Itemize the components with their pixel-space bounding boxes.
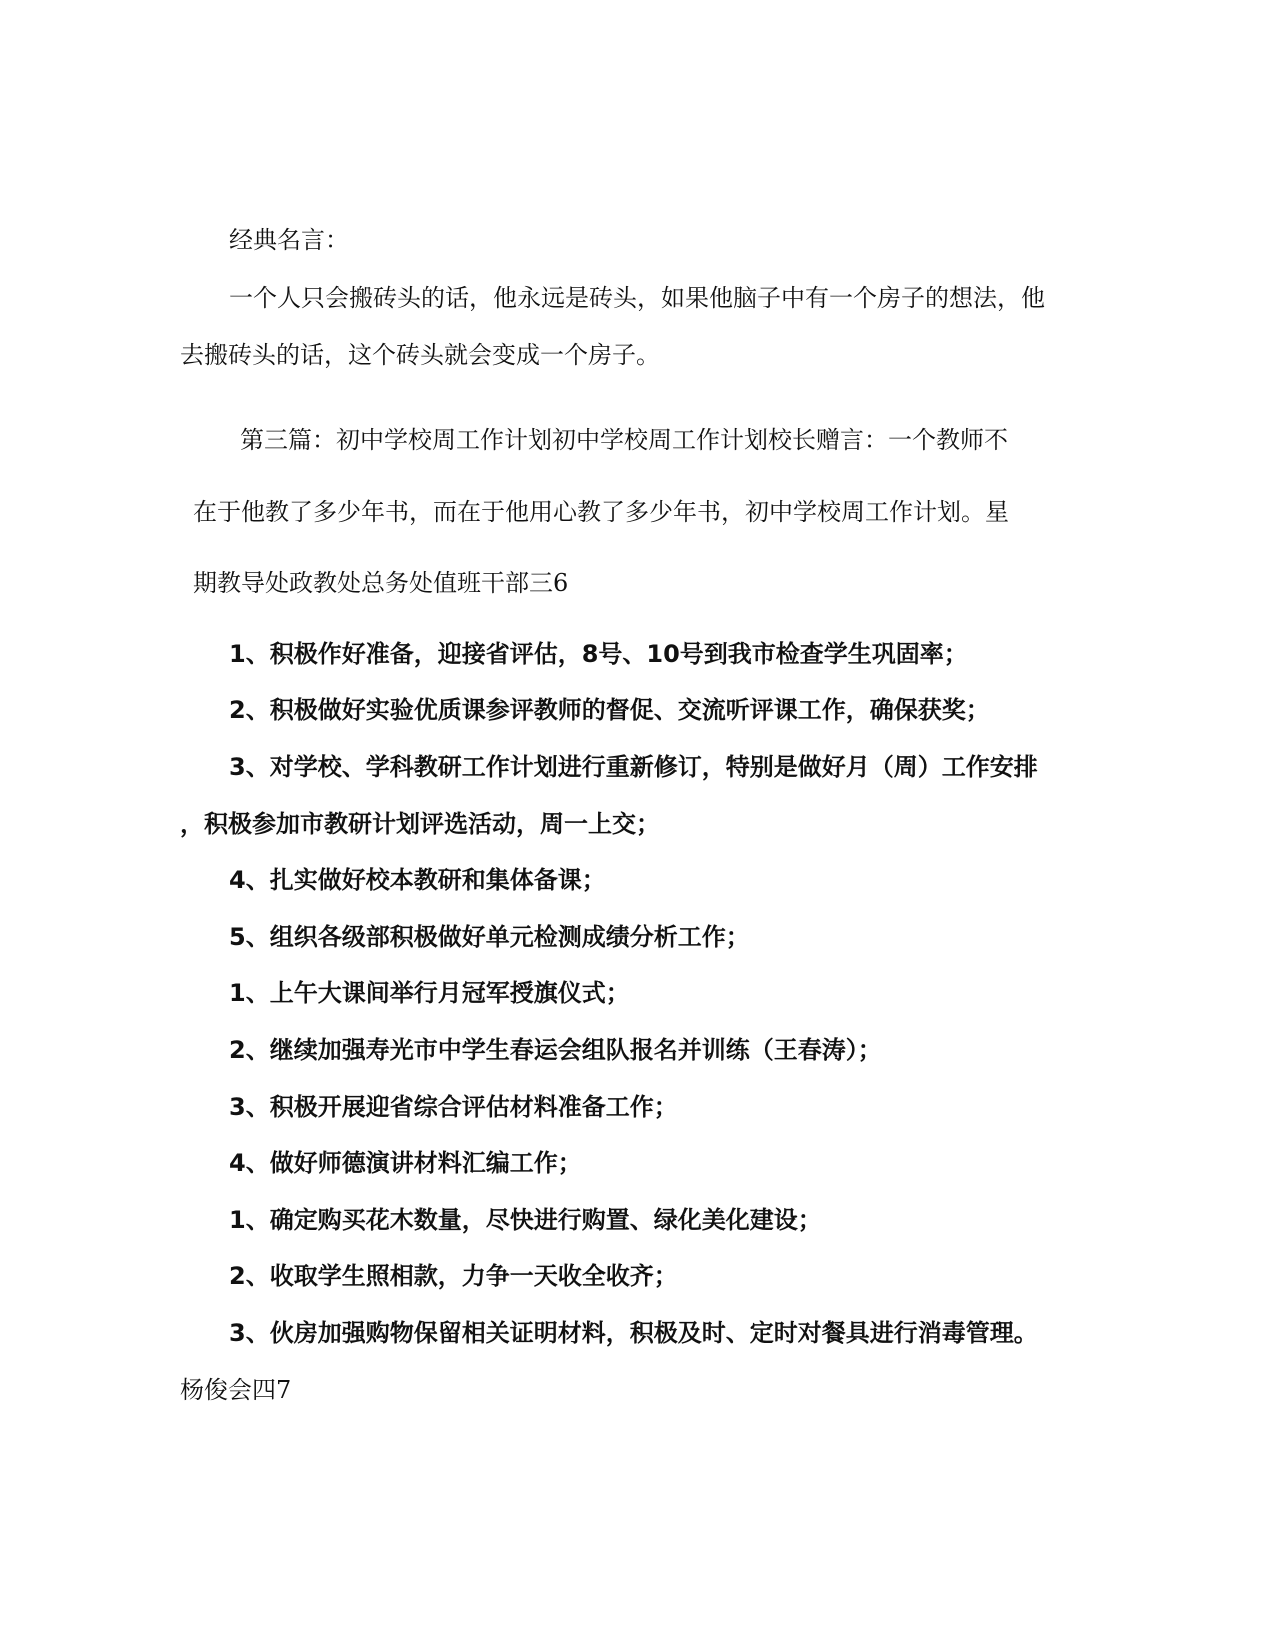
quote-line-2: 去搬砖头的话，这个砖头就会变成一个房子。 (180, 341, 660, 369)
list-item: ，积极参加市教研计划评选活动，周一上交； (180, 810, 660, 838)
list-item: 3、对学校、学科教研工作计划进行重新修订，特别是做好月（周）工作安排 (229, 753, 1038, 781)
list-item: 5、组织各级部积极做好单元检测成绩分析工作； (229, 923, 750, 951)
section3-line-3: 期教导处政教处总务处值班干部三6 (193, 569, 569, 597)
list-item: 1、积极作好准备，迎接省评估，8号、10号到我市检查学生巩固率； (229, 640, 968, 668)
list-item: 3、伙房加强购物保留相关证明材料，积极及时、定时对餐具进行消毒管理。 (229, 1319, 1038, 1347)
heading: 经典名言： (229, 226, 349, 254)
list-item: 1、上午大课间举行月冠军授旗仪式； (229, 979, 630, 1007)
quote-line-1: 一个人只会搬砖头的话，他永远是砖头，如果他脑子中有一个房子的想法，他 (229, 284, 1045, 312)
list-item: 2、收取学生照相款，力争一天收全收齐； (229, 1262, 678, 1290)
section3-line-2: 在于他教了多少年书，而在于他用心教了多少年书，初中学校周工作计划。星 (193, 498, 1009, 526)
section3-line-1: 第三篇：初中学校周工作计划初中学校周工作计划校长赠言：一个教师不 (240, 426, 1008, 454)
list-item: 4、扎实做好校本教研和集体备课； (229, 866, 606, 894)
list-item: 2、积极做好实验优质课参评教师的督促、交流听评课工作，确保获奖； (229, 696, 990, 724)
list-item: 4、做好师德演讲材料汇编工作； (229, 1149, 582, 1177)
list-item: 2、继续加强寿光市中学生春运会组队报名并训练（王春涛）； (229, 1036, 882, 1064)
list-item: 1、确定购买花木数量，尽快进行购置、绿化美化建设； (229, 1206, 822, 1234)
footer-text: 杨俊会四7 (180, 1376, 292, 1404)
list-item: 3、积极开展迎省综合评估材料准备工作； (229, 1093, 678, 1121)
